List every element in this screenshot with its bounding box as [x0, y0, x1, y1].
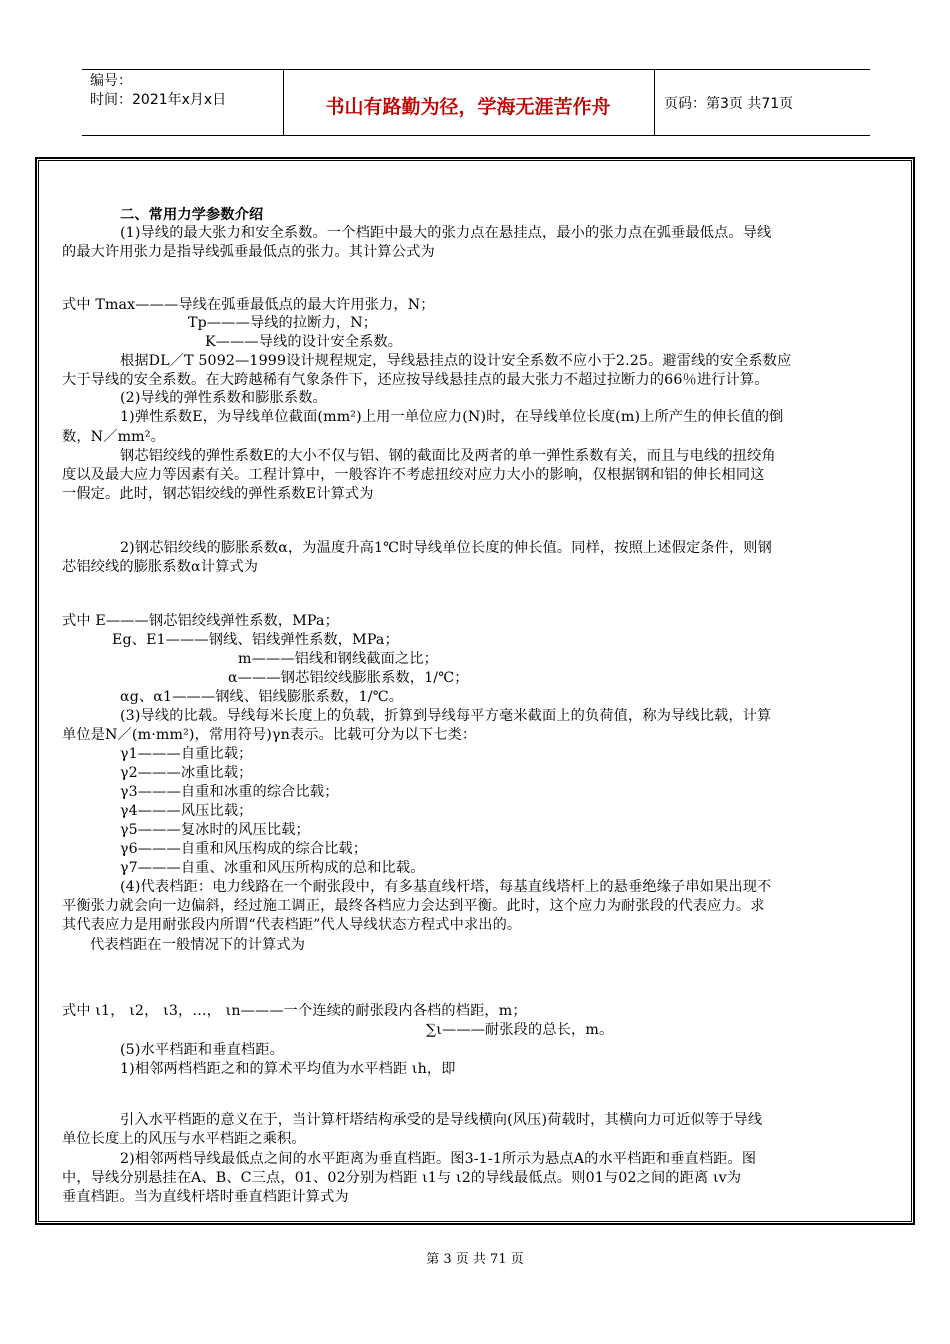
header-divider-right	[654, 69, 655, 135]
text-line: 2)钢芯铝绞线的膨胀系数α，为温度升高1℃时导线单位长度的伸长值。同样，按照上述假定条件，则钢	[120, 540, 772, 556]
text-line: αg、α1———钢线、铝线膨胀系数，1/℃。	[120, 689, 404, 705]
list-item: γ3———自重和冰重的综合比载；	[120, 784, 339, 800]
header-time: 时间：2021年x月x日	[90, 92, 227, 108]
text-line: 单位是N／(m·mm²)，常用符号)γn表示。比载可分为以下七类：	[62, 727, 477, 743]
list-item: γ5———复冰时的风压比载；	[120, 822, 310, 838]
header-meta	[90, 72, 226, 110]
text-line: (1)导线的最大张力和安全系数。一个档距中最大的张力点在悬挂点，最小的张力点在弧垂最低点。导线	[120, 225, 772, 241]
text-line: (4)代表档距：电力线路在一个耐张段中，有多基直线杆塔，每基直线塔杆上的悬垂绝缘子串如果出现不	[120, 879, 772, 895]
section-heading: 二、常用力学参数介绍	[120, 207, 264, 223]
text-line: 根据DL／T 5092—1999设计规程规定，导线悬挂点的设计安全系数不应小于2.25。避雷线的安全系数应	[120, 353, 792, 369]
text-line: 垂直档距。当为直线杆塔时垂直档距计算式为	[62, 1189, 349, 1205]
header-top-rule	[82, 69, 870, 70]
text-line: (3)导线的比载。导线每米长度上的负载，折算到导线每平方毫米截面上的负荷值，称为导线比载，计算	[120, 708, 772, 724]
text-line: 1)弹性系数E，为导线单位截面(mm²)上用一单位应力(N)时，在导线单位长度(m)上所产生的伸长值的倒	[120, 409, 784, 425]
list-item: γ1———自重比载；	[120, 746, 253, 762]
header-page-info: 页码：第3页 共71页	[664, 96, 794, 112]
text-line: 的最大许用张力是指导线弧垂最低点的张力。其计算公式为	[62, 244, 435, 260]
header-motto: 书山有路勤为径，学海无涯苦作舟	[325, 96, 611, 118]
text-line: Eg、E1———钢线、铝线弹性系数，MPa；	[112, 632, 399, 648]
text-line: m———铝线和钢线截面之比；	[238, 651, 438, 667]
text-line: 芯铝绞线的膨胀系数α计算式为	[62, 559, 259, 575]
list-item: γ2———冰重比载；	[120, 765, 253, 781]
text-line: 数，N／mm²。	[62, 429, 165, 445]
text-line: 2)相邻两档导线最低点之间的水平距离为垂直档距。图3-1-1所示为悬点A的水平档距和垂直档距。图	[120, 1151, 757, 1167]
text-line: 中，导线分别悬挂在A、B、C三点，01、02分别为档距 ι1与 ι2的导线最低点。则01与02之间的距离 ιv为	[62, 1170, 742, 1186]
text-line: α———钢芯铝绞线膨胀系数，1/℃；	[228, 670, 469, 686]
text-line: 平衡张力就会向一边偏斜，经过施工调正，最终各档应力会达到平衡。此时，这个应力为耐张段的代表应力。求	[62, 898, 765, 914]
list-item: γ6———自重和风压构成的综合比载；	[120, 841, 368, 857]
text-line: 度以及最大应力等因素有关。工程计算中，一般容许不考虑扭绞对应力大小的影响，仅根据钢和铝的伸长相同这	[62, 467, 765, 483]
text-line: 代表档距在一般情况下的计算式为	[90, 937, 306, 953]
text-line: (5)水平档距和垂直档距。	[120, 1042, 284, 1058]
text-line: ∑ι———耐张段的总长，m。	[426, 1022, 614, 1038]
text-line: 式中 ι1， ι2， ι3，…， ιn———一个连续的耐张段内各档的档距，m；	[62, 1003, 527, 1019]
text-line: 单位长度上的风压与水平档距之乘积。	[62, 1131, 306, 1147]
text-line: Tp———导线的拉断力，N；	[188, 315, 378, 331]
text-line: 式中 E———钢芯铝绞线弹性系数，MPa；	[62, 613, 339, 629]
text-line: 其代表应力是用耐张段内所谓“代表档距”代人导线状态方程式中求出的。	[62, 917, 522, 933]
text-line: 大于导线的安全系数。在大跨越稀有气象条件下，还应按导线悬挂点的最大张力不超过拉断力的66％进行计算。	[62, 372, 769, 388]
text-line: 1)相邻两档档距之和的算术平均值为水平档距 ιh，即	[120, 1061, 456, 1077]
page-footer: 第 3 页 共 71 页	[426, 1252, 524, 1267]
text-line: 一假定。此时，钢芯铝绞线的弹性系数E计算式为	[62, 486, 374, 502]
text-line: (2)导线的弹性系数和膨胀系数。	[120, 390, 327, 406]
list-item: γ4———风压比载；	[120, 803, 253, 819]
text-line: 引入水平档距的意义在于，当计算杆塔结构承受的是导线横向(风压)荷载时，其横向力可近似等于导线	[120, 1112, 763, 1128]
text-line: K———导线的设计安全系数。	[205, 334, 403, 350]
text-line: 式中 Tmax———导线在弧垂最低点的最大许用张力，N；	[62, 297, 435, 313]
header-bottom-rule	[82, 135, 870, 136]
list-item: γ7———自重、冰重和风压所构成的总和比载。	[120, 860, 425, 876]
text-line: 钢芯铝绞线的弹性系数E的大小不仅与铝、钢的截面比及两者的单一弹性系数有关，而且与电线的扭绞角	[120, 448, 776, 464]
header-code: 编号：	[90, 73, 132, 89]
